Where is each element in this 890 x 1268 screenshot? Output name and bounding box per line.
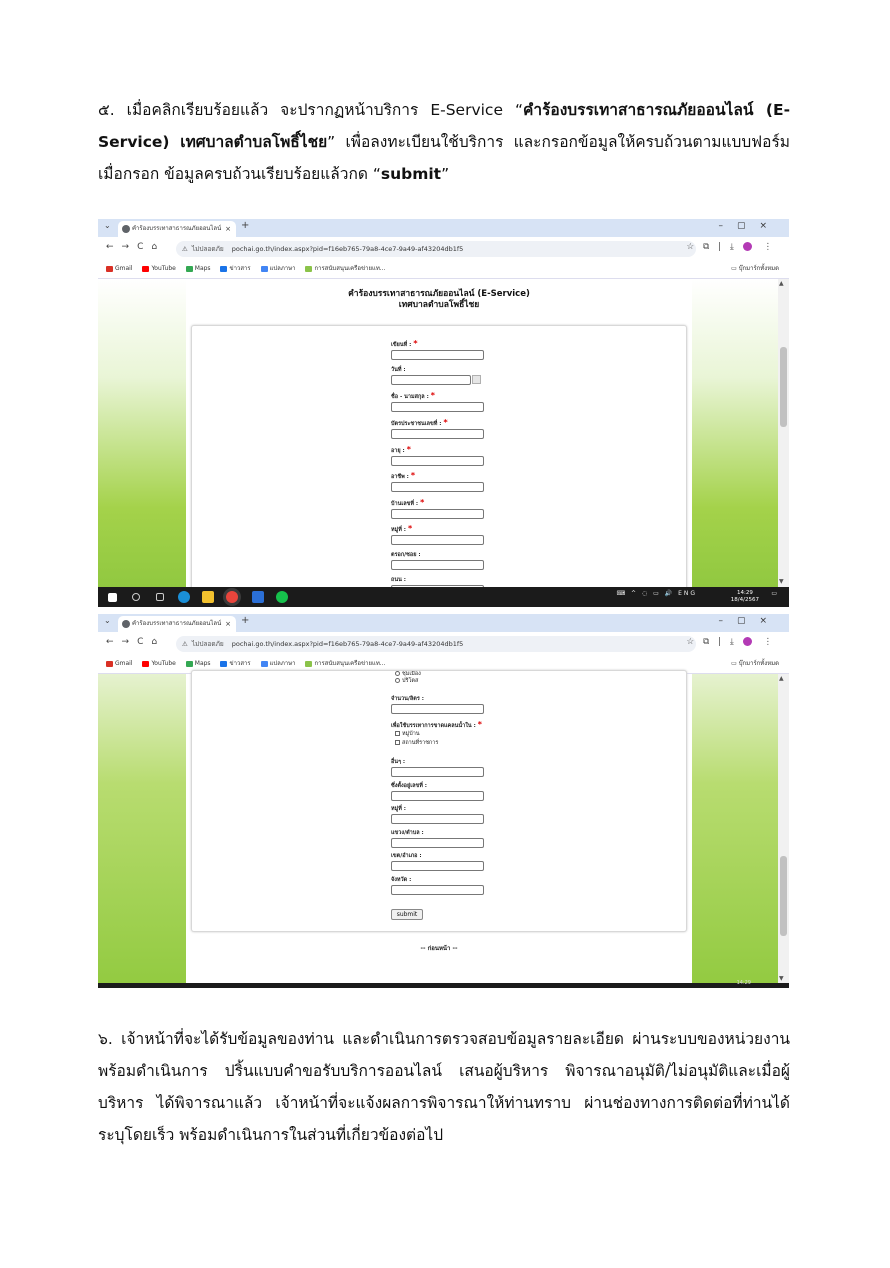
clock-partial: 14:29 [736,980,751,986]
occupation-input[interactable] [391,482,484,492]
step-6-paragraph: ๖. เจ้าหน้าที่จะได้รับข้อมูลของท่าน และดำเนินการตรวจสอบข้อมูลรายละเอียด ผ่านระบบของหน่วยงาน พร้อมดำเนินการ ปริ้นแบบคำขอรับบริการออนไลน์ เสนอผู้บริหาร พิจารณาอนุมัติ/ไม่อนุมัติและเมื่อผู้บริหาร ได้พิจารณาแล้ว เจ้าหน้าที่จะแจ้งผลการพิจารณาให้ท่านทราบ ผ่านช่องทางการติดต่อที่ท่านได้ระบุโดยเร็ว พร้อมดำเนินการในส่วนที่เกี่ยวข้องต่อไป [98,1030,790,1144]
form-page [186,279,692,607]
url-text: pochai.go.th/index.aspx?pid=f16eb765-79a8-4ce7-9a49-af43204db1f5 [231,245,464,253]
bookmark-maps[interactable]: Maps [186,261,211,277]
field-full-name: ชื่อ - นามสกุล : * [391,392,484,412]
service-name-bold: คำร้องบรรเทาสาธารณภัยออนไลน์ (E-Service) เทศบาลตำบลโพธิ์ไชย [98,101,790,151]
bookmark-maps[interactable]: Maps [186,656,211,672]
form-title: คำร้องบรรเทาสาธารณภัยออนไลน์ (E-Service) เทศบาลตำบลโพธิ์ไชย [348,289,530,310]
windows-start-icon[interactable] [108,593,117,602]
other-input[interactable] [391,767,484,777]
tab-bar [98,614,789,632]
field-located-at: ซึ่งตั้งอยู่เลขที่ : [391,782,484,801]
browser-tab[interactable] [118,221,236,237]
tab-search-icon[interactable]: ⌄ [104,221,111,230]
browser-screenshot-top [98,219,789,607]
radio-option[interactable]: ปริโตส [391,677,421,686]
globe-icon [122,225,130,233]
field-date: วันที่ : [391,366,471,385]
new-tab-button[interactable]: + [241,615,250,626]
globe-icon [122,620,130,628]
field-district: เขต/อำเภอ : [391,852,484,871]
field-purpose: เพื่อใช้บรรเทาการขาดแคลนน้ำใน : * หมู่บ้าน สถานที่ราชการ [391,720,482,746]
form-page [186,671,692,988]
bookmark-translate[interactable]: แปลภาษา [261,261,296,277]
not-secure-label: ไม่ปลอดภัย [191,640,224,648]
bookmark-youtube[interactable]: YouTube [142,261,175,277]
tab-search-icon[interactable]: ⌄ [104,616,111,625]
checkbox-government-place[interactable]: สถานที่ราชการ [391,739,482,748]
field-written-at: เขียนที่ : * [391,340,484,360]
navigation-buttons[interactable]: ←→C⌂ [106,242,166,252]
id-card-input[interactable] [391,429,484,439]
clock[interactable]: 14:29 18/4/2567 [730,590,759,603]
scrollbar-thumb[interactable] [780,347,787,427]
bookmark-news[interactable]: ข่าวสาร [220,261,250,277]
tab-title: คำร้องบรรเทาสาธารณภัยออนไลน์ [132,225,222,232]
field-other: อื่นๆ : [391,758,484,777]
date-input[interactable] [391,375,471,385]
task-view-icon[interactable] [156,593,164,601]
url-text: pochai.go.th/index.aspx?pid=f16eb765-79a8-4ce7-9a49-af43204db1f5 [231,640,464,648]
address-bar-row [98,632,789,656]
close-tab-icon[interactable]: × [225,620,231,628]
field-id-card: บัตรประชาชนเลขที่ : * [391,419,484,439]
step-5-paragraph: ๕. เมื่อคลิกเรียบร้อยแล้ว จะปรากฏหน้าบริการ E-Service “คำร้องบรรเทาสาธารณภัยออนไลน์ (E-Service) เทศบาลตำบลโพธิ์ไชย” เพื่อลงทะเบียนใช้บริการ และกรอกข้อมูลให้ครบถ้วนตามแบบฟอร์ม เมื่อกรอก ข้อมูลครบถ้วนเรียบร้อยแล้วกด “submit” [98,101,790,183]
right-green-margin [692,279,778,607]
navigation-buttons[interactable]: ←→C⌂ [106,637,166,647]
scrollbar-thumb[interactable] [780,856,787,936]
system-tray[interactable]: ⌨ ^ ◌ ▭ 🔊 ENG [616,590,697,597]
warning-icon: ⚠ [182,640,188,648]
chrome-icon[interactable] [226,591,238,603]
age-input[interactable] [391,456,484,466]
checkbox-village[interactable]: หมู่บ้าน [391,730,482,739]
taskbar-edge [98,980,789,988]
field-moo: หมู่ที่ : [391,805,484,824]
url-input[interactable] [176,636,696,652]
field-house-number: บ้านเลขที่ : * [391,499,484,519]
notification-icon[interactable]: ▭ [771,590,779,597]
submit-button[interactable]: submit [391,909,423,920]
full-name-input[interactable] [391,402,484,412]
bookmark-youtube[interactable]: YouTube [142,656,175,672]
url-input[interactable] [176,241,696,257]
field-province: จังหวัด : [391,876,484,895]
subdistrict-input[interactable] [391,838,484,848]
form-card [191,325,687,607]
tab-title: คำร้องบรรเทาสาธารณภัยออนไลน์ [132,620,222,627]
left-green-margin [98,674,186,988]
browser-screenshot-bottom [98,614,789,988]
all-bookmarks[interactable]: ▭ บุ๊กมาร์กทั้งหมด [731,265,779,272]
field-village: หมู่ที่ : * [391,525,484,545]
field-road: ถนน : [391,576,484,595]
scrollbar[interactable] [778,279,789,607]
page-viewport [98,671,789,988]
field-occupation: อาชีพ : * [391,472,484,492]
moo-input[interactable] [391,814,484,824]
scroll-up-icon[interactable]: ▲ [779,280,784,287]
house-number-input[interactable] [391,509,484,519]
avatar[interactable] [743,242,752,251]
toolbar-right[interactable]: ☆⧉|⤓ ⋮ [686,242,781,252]
line-icon[interactable] [276,591,288,603]
bookmark-network[interactable]: การสนับสนุนเครือข่ายแท... [305,261,385,277]
not-secure-label: ไม่ปลอดภัย [191,245,224,253]
province-input[interactable] [391,885,484,895]
quantity-input[interactable] [391,704,484,714]
bookmark-network[interactable]: การสนับสนุนเครือข่ายแท... [305,656,385,672]
radio-group [391,671,421,686]
submit-word-bold: submit [380,165,442,183]
alley-input[interactable] [391,560,484,570]
tab-bar [98,219,789,237]
field-age: อายุ : * [391,446,484,466]
scrollbar[interactable] [778,674,789,988]
browser-tab[interactable] [118,616,236,632]
page-viewport [98,279,789,607]
left-green-margin [98,279,186,607]
field-alley: ตรอก/ซอย : [391,551,484,570]
previous-page-link[interactable]: -- ก่อนหน้า -- [420,945,458,952]
window-controls[interactable]: –▢× [718,221,781,231]
word-icon[interactable] [252,591,264,603]
bookmark-gmail[interactable]: Gmail [106,656,133,672]
form-card [191,670,687,932]
address-bar-row [98,237,789,261]
scroll-down-icon[interactable]: ▼ [779,975,784,982]
warning-icon: ⚠ [182,245,188,253]
calendar-icon[interactable] [472,375,481,384]
file-explorer-icon[interactable] [202,591,214,603]
scroll-down-icon[interactable]: ▼ [779,578,784,585]
bookmark-news[interactable]: ข่าวสาร [220,656,250,672]
scroll-up-icon[interactable]: ▲ [779,675,784,682]
written-at-input[interactable] [391,350,484,360]
bookmarks-bar [98,261,789,279]
search-icon[interactable] [132,593,140,601]
located-at-input[interactable] [391,791,484,801]
all-bookmarks[interactable]: ▭ บุ๊กมาร์กทั้งหมด [731,660,779,667]
village-input[interactable] [391,535,484,545]
district-input[interactable] [391,861,484,871]
windows-taskbar [98,587,789,607]
field-quantity: จำนวน/ลิตร : [391,695,484,714]
field-subdistrict: แขวง/ตำบล : [391,829,484,848]
right-green-margin [692,674,778,988]
edge-icon[interactable] [178,591,190,603]
bookmark-gmail[interactable]: Gmail [106,261,133,277]
avatar[interactable] [743,637,752,646]
close-tab-icon[interactable]: × [225,225,231,233]
radio-partial[interactable]: ชุมเมือง [391,671,421,677]
window-controls[interactable]: –▢× [718,616,781,626]
bookmark-translate[interactable]: แปลภาษา [261,656,296,672]
toolbar-right[interactable]: ☆⧉|⤓ ⋮ [686,637,781,647]
new-tab-button[interactable]: + [241,220,250,231]
